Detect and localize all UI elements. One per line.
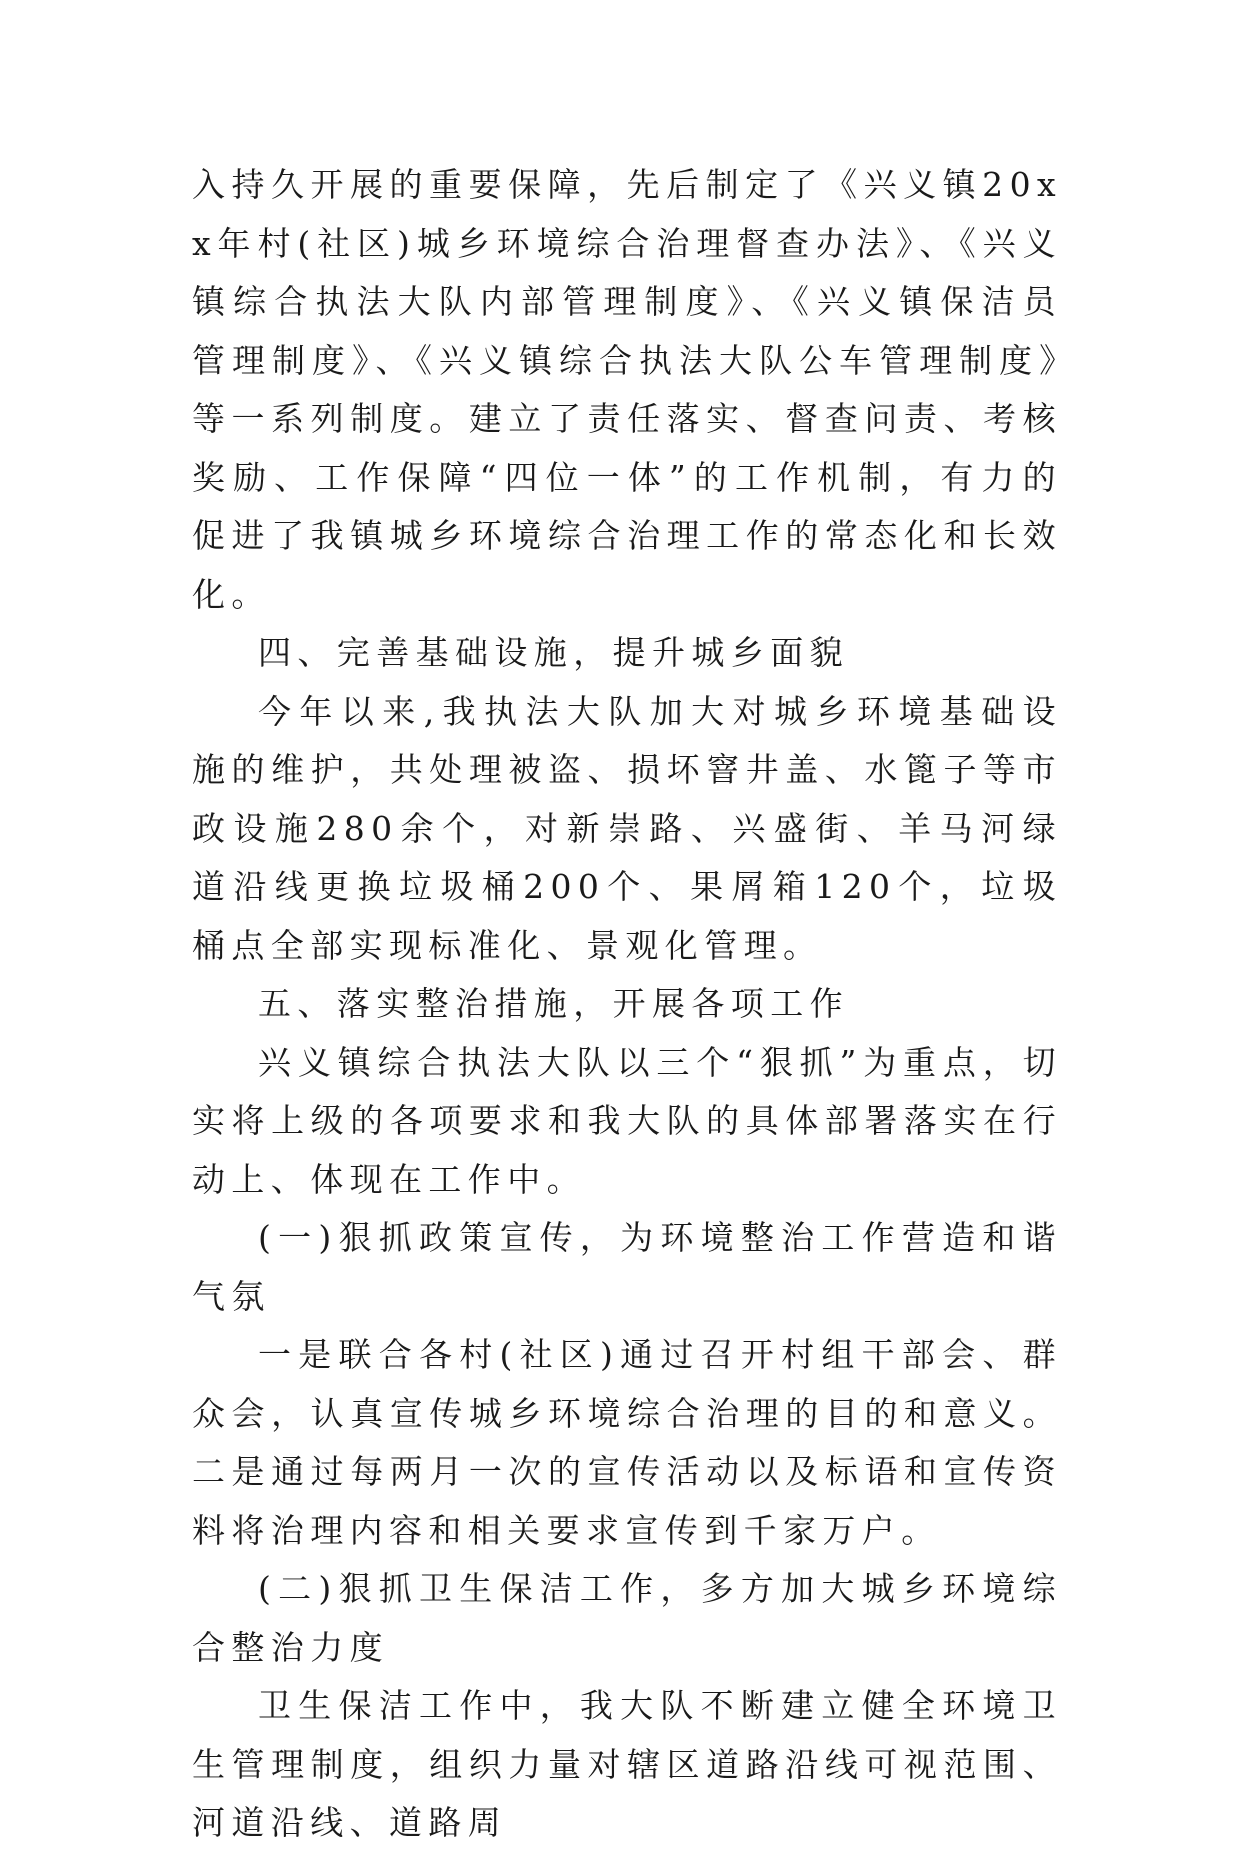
heading-section-four: 四、完善基础设施，提升城乡面貌: [258, 633, 849, 672]
heading-subsection-two: (二)狠抓卫生保洁工作，多方加大城乡环境综合整治力度: [192, 1569, 1062, 1667]
document-body: [192, 156, 1062, 1853]
heading-section-five: 五、落实整治措施，开展各项工作: [258, 984, 849, 1023]
paragraph-sanitation: 卫生保洁工作中，我大队不断建立健全环境卫生管理制度，组织力量对辖区道路沿线可视范围、河道沿线、道路周: [192, 1686, 1062, 1842]
paragraph-publicity: 一是联合各村(社区)通过召开村组干部会、群众会，认真宣传城乡环境综合治理的目的和意义。二是通过每两月一次的宣传活动以及标语和宣传资料将治理内容和相关要求宣传到千家万户。: [192, 1335, 1062, 1550]
paragraph-infrastructure: 今年以来,我执法大队加大对城乡环境基础设施的维护，共处理被盗、损坏窨井盖、水篦子等市政设施280余个，对新崇路、兴盛街、羊马河绿道沿线更换垃圾桶200个、果屑箱120个，垃圾桶点全部实现标准化、景观化管理。: [192, 691, 1062, 965]
paragraph-three-focus: 兴义镇综合执法大队以三个“狠抓”为重点，切实将上级的各项要求和我大队的具体部署落实在行动上、体现在工作中。: [192, 1042, 1062, 1199]
heading-subsection-one: (一)狠抓政策宣传，为环境整治工作营造和谐气氛: [192, 1218, 1062, 1316]
paragraph-continued-regulations: 入持久开展的重要保障，先后制定了《兴义镇20xx年村(社区)城乡环境综合治理督查办法》、《兴义镇综合执法大队内部管理制度》、《兴义镇保洁员管理制度》、《兴义镇综合执法大队公车管理制度》等一系列制度。建立了责任落实、督查问责、考核奖励、工作保障“四位一体”的工作机制，有力的促进了我镇城乡环境综合治理工作的常态化和长效化。: [192, 165, 1062, 614]
